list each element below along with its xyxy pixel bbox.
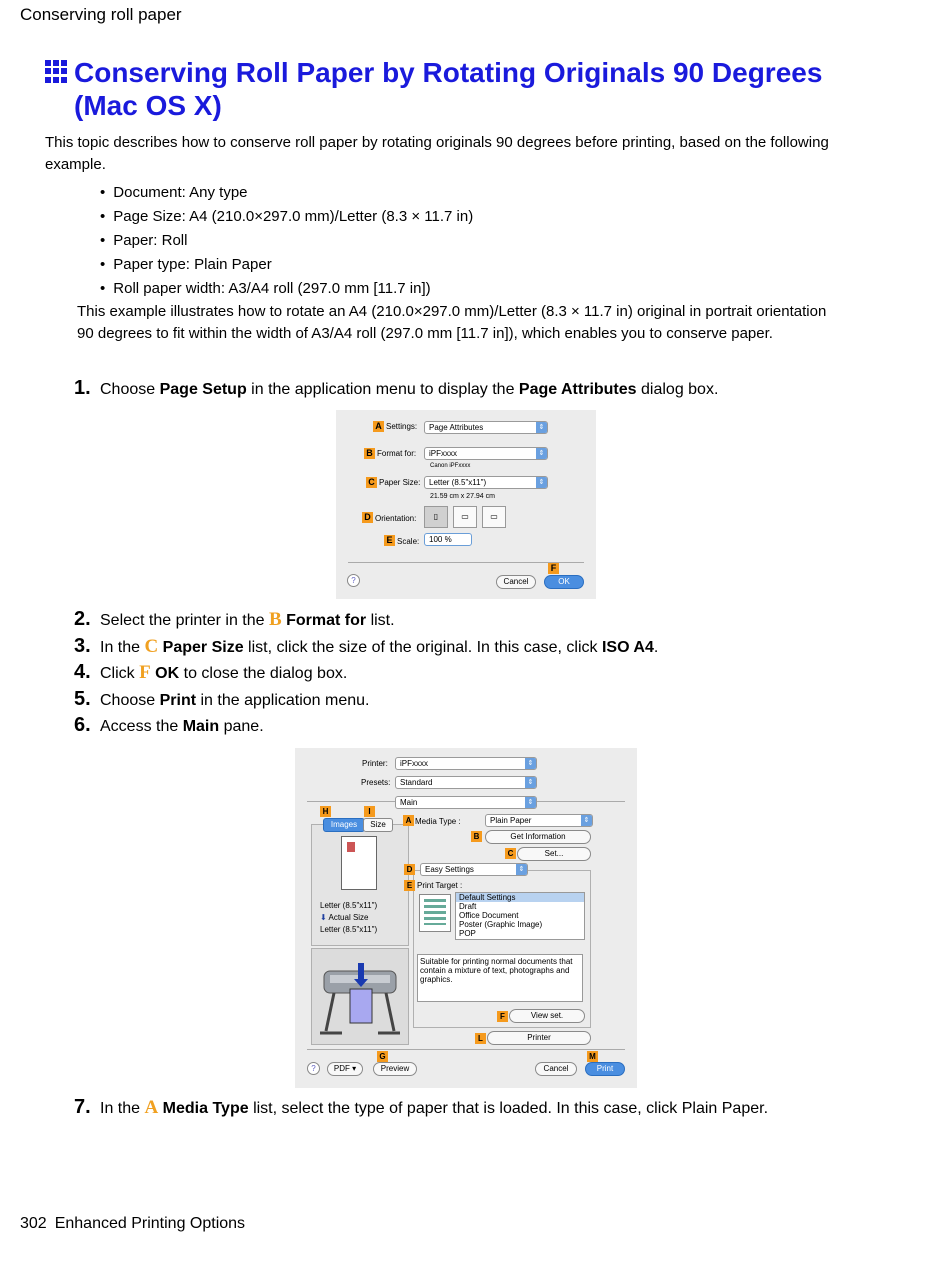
step-text: Access the <box>100 718 183 735</box>
landscape-icon: ▭ <box>461 512 469 521</box>
format-label: Format for: <box>377 449 417 458</box>
step-number: 3. <box>74 635 91 657</box>
cancel-button[interactable]: Cancel <box>496 575 536 589</box>
presets-label: Presets: <box>361 778 391 787</box>
format-value: iPFxxxx <box>429 449 457 458</box>
target-thumbnail <box>419 894 451 932</box>
size-line-2 <box>320 913 369 922</box>
landscape-reverse-icon: ▭ <box>490 512 498 521</box>
stepper-icon: ⇕ <box>525 777 536 788</box>
step-text: Choose <box>100 692 160 709</box>
step-letter: A <box>144 1097 159 1118</box>
portrait-button[interactable] <box>424 506 448 528</box>
step-bold: ISO A4 <box>601 639 654 656</box>
step-text: dialog box. <box>636 381 719 398</box>
page-number: 302 <box>20 1215 47 1232</box>
step-bold: Page Attributes <box>518 381 637 398</box>
get-information-button[interactable]: Get Information <box>485 830 591 844</box>
list-item[interactable]: POP <box>459 929 476 938</box>
list-item[interactable]: Default Settings <box>456 893 584 902</box>
title-text: Conserving Roll Paper by Rotating Originals 90 Degrees (Mac OS X) <box>74 57 823 121</box>
step-text: list, click the size of the original. In this case, click <box>243 639 602 656</box>
step-number: 2. <box>74 608 91 630</box>
step-text: in the application menu. <box>196 692 370 709</box>
callout-h: H <box>320 806 331 817</box>
list-item[interactable]: Poster (Graphic Image) <box>459 920 543 929</box>
stepper-icon: ⇕ <box>536 422 547 433</box>
step-text: In the <box>100 1100 145 1117</box>
arrow-down-icon: ⬇ <box>320 913 327 922</box>
step-bold: Main <box>182 718 220 735</box>
print-target-label: Print Target : <box>417 881 463 890</box>
portrait-icon: ▯ <box>433 512 439 521</box>
callout-e: E <box>404 880 415 891</box>
paper-size-value: Letter (8.5"x11") <box>429 478 487 487</box>
media-type-label: Media Type : <box>415 817 461 826</box>
list-item: • Roll paper width: A3/A4 roll (297.0 mm [11.7 in]) <box>100 277 473 301</box>
step-text: list. <box>366 612 395 629</box>
step-text: In the <box>100 639 145 656</box>
landscape-reverse-button[interactable] <box>482 506 506 528</box>
step-text: Click <box>100 665 140 682</box>
stepper-icon: ⇕ <box>525 758 536 769</box>
list-item: • Paper type: Plain Paper <box>100 253 473 277</box>
media-type-value: Plain Paper <box>490 816 532 825</box>
easy-settings-select[interactable] <box>420 863 528 876</box>
step-number: 5. <box>74 688 91 710</box>
callout-c: C <box>505 848 516 859</box>
paper-size-sub: 21.59 cm x 27.94 cm <box>430 493 495 500</box>
list-item: • Page Size: A4 (210.0×297.0 mm)/Letter (8.3 × 11.7 in) <box>100 205 473 229</box>
callout-e: E <box>384 535 395 546</box>
callout-a: A <box>403 815 414 826</box>
callout-c: C <box>366 477 377 488</box>
print-dialog <box>295 748 637 1088</box>
stepper-icon: ⇕ <box>516 864 527 875</box>
presets-value: Standard <box>400 778 433 787</box>
printer-select[interactable] <box>395 757 537 770</box>
step-6 <box>74 714 264 738</box>
step-letter: F <box>139 662 151 683</box>
help-button[interactable]: ? <box>307 1062 320 1075</box>
callout-l: L <box>475 1033 486 1044</box>
page-title <box>45 56 865 122</box>
size-line-2-text: Actual Size <box>328 913 369 922</box>
scale-value: 100 % <box>429 535 452 544</box>
example-list <box>100 181 473 301</box>
view-set-button[interactable]: View set. <box>509 1009 585 1023</box>
step-number: 6. <box>74 714 91 736</box>
easy-settings-value: Easy Settings <box>425 865 474 874</box>
scale-input[interactable] <box>424 533 472 546</box>
callout-m: M <box>587 1051 598 1062</box>
callout-g: G <box>377 1051 388 1062</box>
step-number: 1. <box>74 377 91 399</box>
step-bold: Print <box>159 692 197 709</box>
callout-f: F <box>548 563 559 574</box>
print-target-list[interactable] <box>455 892 585 940</box>
step-5 <box>74 688 370 712</box>
stepper-icon: ⇕ <box>536 477 547 488</box>
help-button[interactable]: ? <box>347 574 360 587</box>
image-icon <box>347 842 355 852</box>
step-2 <box>74 608 395 632</box>
print-button[interactable]: Print <box>585 1062 625 1076</box>
step-text: . <box>653 639 659 656</box>
media-type-select[interactable] <box>485 814 593 827</box>
callout-d: D <box>404 864 415 875</box>
stepper-icon: ⇕ <box>536 448 547 459</box>
set-button[interactable]: Set... <box>517 847 591 861</box>
printer-illustration <box>311 948 409 1045</box>
pdf-button[interactable]: PDF ▾ <box>327 1062 363 1076</box>
tab-size[interactable]: Size <box>363 818 393 832</box>
printer-value: iPFxxxx <box>400 759 428 768</box>
callout-b: B <box>364 448 375 459</box>
callout-i: I <box>364 806 375 817</box>
step-7 <box>74 1096 768 1120</box>
landscape-button[interactable] <box>453 506 477 528</box>
printer-icon <box>312 949 408 1044</box>
intro-paragraph: This topic describes how to conserve roll paper by rotating originals 90 degrees before printing, based on the following example. <box>45 134 829 173</box>
stepper-icon: ⇕ <box>525 797 536 808</box>
callout-f: F <box>497 1011 508 1022</box>
size-line-1: Letter (8.5"x11") <box>320 901 378 910</box>
paper-size-select[interactable] <box>424 476 548 489</box>
step-4 <box>74 661 347 685</box>
step-text: Select the printer in the <box>100 612 269 629</box>
step-number: 4. <box>74 661 91 683</box>
list-item: • Document: Any type <box>100 181 473 205</box>
page-preview-thumbnail <box>341 836 377 890</box>
size-line-3: Letter (8.5"x11") <box>320 925 378 934</box>
step-text: to close the dialog box. <box>179 665 348 682</box>
settings-value: Page Attributes <box>429 423 484 432</box>
format-select[interactable] <box>424 447 548 460</box>
printer-button[interactable]: Printer <box>487 1031 591 1045</box>
list-item[interactable]: Office Document <box>459 911 519 920</box>
pane-select[interactable] <box>395 796 537 809</box>
tab-images[interactable]: Images <box>323 818 365 832</box>
callout-b: B <box>471 831 482 842</box>
scale-label: Scale: <box>397 537 420 546</box>
printer-label: Printer: <box>362 759 388 768</box>
paper-size-label: Paper Size: <box>379 478 421 487</box>
settings-label: Settings: <box>386 422 418 431</box>
step-text: list, select the type of paper that is loaded. In this case, click Plain Paper. <box>248 1100 769 1117</box>
stepper-icon: ⇕ <box>581 815 592 826</box>
callout-d: D <box>362 512 373 523</box>
step-bold: Page Setup <box>159 381 247 398</box>
list-item: • Paper: Roll <box>100 229 473 253</box>
step-bold: Format for <box>286 612 367 629</box>
presets-select[interactable] <box>395 776 537 789</box>
step-text: Choose <box>100 381 160 398</box>
settings-select[interactable] <box>424 421 548 434</box>
step-number: 7. <box>74 1096 91 1118</box>
step-text: in the application menu to display the <box>246 381 519 398</box>
page-footer <box>20 1215 245 1233</box>
step-bold: Media Type <box>162 1100 249 1117</box>
format-sub: Canon iPFxxxx <box>430 463 471 469</box>
step-3 <box>74 635 658 659</box>
step-letter: C <box>144 636 159 657</box>
description-box: Suitable for printing normal documents that contain a mixture of text, photographs and graphics. <box>417 954 583 1002</box>
step-bold: Paper Size <box>162 639 244 656</box>
preview-button[interactable]: Preview <box>373 1062 417 1076</box>
orientation-label: Orientation: <box>375 514 417 523</box>
step-1 <box>74 377 718 401</box>
page-attributes-dialog <box>336 410 596 599</box>
callout-a: A <box>373 421 384 432</box>
step-bold: OK <box>155 665 180 682</box>
pane-value: Main <box>400 798 418 807</box>
grid-icon <box>45 60 68 83</box>
step-letter: B <box>268 609 282 630</box>
step-text: pane. <box>219 718 264 735</box>
running-header: Conserving roll paper <box>20 5 182 24</box>
divider <box>307 1049 625 1050</box>
example-paragraph: This example illustrates how to rotate an A4 (210.0×297.0 mm)/Letter (8.3 × 11.7 in) original in portrait orientation 90 degrees to fit within the width of A3/A4 roll (297.0 mm [11.7 in]), which enables you to conserve paper. <box>77 303 827 342</box>
footer-section: Enhanced Printing Options <box>54 1215 246 1232</box>
ok-button[interactable]: OK <box>544 575 584 589</box>
list-item[interactable]: Draft <box>459 902 477 911</box>
cancel-button[interactable]: Cancel <box>535 1062 577 1076</box>
